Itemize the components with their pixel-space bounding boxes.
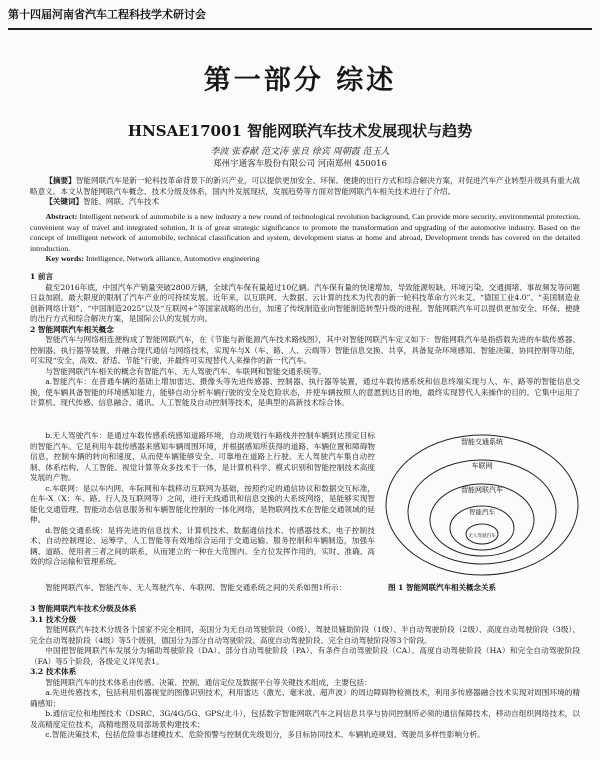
running-header — [8, 6, 592, 30]
figure-label: 车联网 — [471, 462, 493, 470]
section-1-title: 1 前言 — [30, 272, 54, 281]
running-title: 第十四届河南省汽车工程科技学术研讨会 — [8, 8, 206, 21]
section-2-item-d: d.智能交通系统：是将先进的信息技术、计算机技术、数据通信技术、传感器技术、电子控制技术、自动控制理论、运筹学、人工智能等有效地综合运用于交通运输、服务控制和车辆制造，加强车辆、道路、使用者三者之间的联系，从而建立的一种在大范围内、全方位发挥作用的，实时、准确、高效的综合运输和管理系统。 — [30, 525, 375, 566]
section-1 — [30, 272, 580, 409]
figure-label: 智能交通系统 — [461, 438, 503, 446]
section-2-item-a: a.智能汽车：在普通车辆的基础上增加雷达、摄像头等先进传感器、控制器、执行器等装置，通过车载传感系统和信息终端实现与人、车、路等的智能信息交换，使车辆具备智能的环境感知能力，能够自动分析车辆行驶的安全及危险状态，并使车辆按照人的意愿到达目的地，最终实现替代人来操作的目的。它集中运用了计算机、现代传感、信息融合、通讯、人工智能及自动控制等技术，是典型的高新技术综合体。 — [30, 377, 580, 407]
section-3-2-item-c: c.智能决策技术，包括危险事态建模技术、危险预警与控制优先级划分，多目标协同技术、车辆轨迹规划、驾驶员多样性影响分析。 — [45, 730, 485, 739]
section-3-1-body2: 中国把智能网联汽车发展分为辅助驾驶阶段（DA）、部分自动驾驶阶段（PA）、有条件自动驾驶阶段（CA）、高度自动驾驶阶段（HA）和完全自动驾驶阶段（FA）等5个阶段，各级定义详见表1。 — [30, 646, 580, 666]
section-3-1-body: 智能网联汽车技术分级各个国家不完全相同，美国分为无自动驾驶阶段（0级）、驾驶员辅助阶段（1级）、半自动驾驶阶段（2级）、高度自动驾驶阶段（3级）、完全自动驾驶阶段（4级）等5个级别，德国分为部分自动驾驶阶段、高度自动驾驶阶段、完全自动驾驶阶段等3个阶段。 — [30, 625, 580, 645]
section-3-2-body: 智能网联汽车的技术体系由传感、决策、控制、通信定位及数据平台等关键技术组成，主要包括： — [45, 677, 372, 687]
section-3-2-item-a: a.先进传感技术，包括利用机器视觉的图像识别技术，利用雷达（激光、毫米波、超声波）的周边障碍物检测技术，利用多传感器融合技术实现对周围环境的精确感知； — [30, 688, 580, 708]
paper-title: HNSAE17001 智能网联汽车技术发展现状与趋势 — [127, 122, 473, 140]
section-2-item-b: b.无人驾驶汽车：是通过车载传感系统感知道路环境，自动规划行车路线并控制车辆到达预定目标的智能汽车。它是利用车载传感器来感知车辆周围环境，并根据感知所获得的道路、车辆位置和障碍物信息，控制车辆的转向和速度，从而使车辆能够安全、可靠地在道路上行驶。无人驾驶汽车集自动控制、体系结构、人工智能、视觉计算等众多技术于一体，是计算机科学、模式识别和智能控制技术高度发展的产物。 — [30, 431, 375, 482]
abstract-text: 智能网联汽车是新一轮科技革命背景下的新兴产业，可以提供更加安全、环保、便捷的出行方式和综合解决方案，对促进汽车产业转型升级具有重大战略意义。本文从智能网联汽车概念、技术分级及体系，国内外发展现状，发展趋势等方面对智能网联汽车相关技术进行了介绍。 — [30, 176, 581, 196]
section-2-item-e: 智能网联汽车、智能汽车、无人驾驶汽车、车联网、智能交通系统之间的关系如图1所示： — [45, 583, 347, 592]
section-3-2-title: 3.2 技术体系 — [30, 667, 77, 676]
figure-label: 无人驾驶汽车 — [468, 534, 496, 539]
section-3-title: 3 智能网联汽车技术分级及体系 — [30, 604, 137, 613]
concept-relation-figure — [382, 430, 582, 580]
figure-caption: 图 1 智能网联汽车相关概念关系 — [388, 583, 496, 592]
english-abstract — [30, 212, 580, 265]
its-ellipse — [386, 435, 578, 575]
part-title: 第一部分 综述 — [203, 65, 397, 96]
section-2-left-column — [30, 431, 375, 568]
section-3-1-title: 3.1 技术分级 — [30, 614, 77, 624]
chinese-abstract — [30, 176, 580, 208]
abstract-label: 【摘要】 — [45, 176, 76, 185]
figure-intro-text — [30, 583, 375, 594]
keywords-en-text: Intelligence, Network alliance, Automotive engineering — [85, 254, 260, 264]
figure-label: 智能网联汽车 — [461, 486, 503, 494]
section-2-title: 2 智能网联汽车相关概念 — [30, 324, 114, 334]
authors: 李波 张春献 范文涛 张良 徐宾 周朝霞 范玉人 — [210, 147, 390, 157]
keywords-en-label: Key words: — [45, 254, 84, 264]
abstract-en-text: Intelligent network of automobile is a new industry a new round of technological revolution background, Can provide more security, environmental protection, convenient way of travel and integrated solution, It is of great strategic significance to promote the transformation and upgrading of the automotive industry. Based on the concept of intelligent network of automobile, technical classification and system, development status at home and abroad, Development trends has covered on the detailed introduction. — [30, 212, 580, 253]
abstract-en-label: Abstract: — [45, 212, 78, 221]
section-3 — [30, 604, 580, 741]
affiliation: 郑州宇通客车股份有限公司 河南郑州 450016 — [213, 159, 387, 169]
figure-label: 智能汽车 — [469, 508, 495, 516]
section-1-body: 截至2016年底，中国汽车产销量突破2800万辆，全球汽车保有量超过10亿辆。汽车保有量的快速增加，导致能源短缺、环境污染、交通拥堵、事故频发等问题日益加剧。最大限度的限制了汽车产业的可持续发展。近年来，以互联网、大数据、云计算的技术为代表的新一轮科技革命方兴未艾。“德国工业4.0”、“美国制造业创新网络计划”、“中国制造2025”以及“互联网+”等国家战略的出台，加速了传统制造业向智能制造转型升级的进程。智能网联汽车可以提供更加安全、环保、便捷的出行方式和综合解决方案，是国际公认的发展方向。 — [30, 282, 580, 323]
section-2-body: 智能汽车与网络相连便构成了智能网联汽车，在《节能与新能源汽车技术路线图》，其中对智能网联汽车定义如下：智能网联汽车是指搭载先进的车载传感器、控制器、执行器等装置，并融合现代通信与网络技术，实现车与X（车、路、人、云端等）智能信息交换、共享，具备复杂环境感知、智能决策、协同控制等功能，可实现“安全、高效、舒适、节能”行驶，并最终可实现替代人来操作的新一代汽车。 — [30, 335, 580, 365]
section-2-body2: 与智能网联汽车相关的概念有智能汽车、无人驾驶汽车、车联网和智能交通系统等。 — [45, 366, 327, 376]
section-2-item-c: c.车联网：是以车内网、车际网和车载移动互联网为基础，按照约定的通信协议和数据交互标准，在车-X（X：车、路、行人及互联网等）之间，进行无线通讯和信息交换的大系统网络，是能够实现智能化交通管理、智能动态信息服务和车辆智能化控制的一体化网络，是物联网技术在智能交通领域的延伸。 — [30, 483, 375, 524]
keywords-label: 【关键词】 — [45, 197, 84, 206]
keywords-text: 智能、网联、汽车技术 — [83, 197, 160, 206]
icv-ellipse — [430, 484, 534, 556]
section-3-2-item-b: b.通信定位和地图技术（DSRC、3G/4G/5G、GPS/北斗），包括数字智能网联汽车之间信息共享与协同控制所必须的通信保障技术，移动自组织网络技术，以及高精度定位技术，高精地图及局部场景构建技术； — [30, 709, 580, 729]
